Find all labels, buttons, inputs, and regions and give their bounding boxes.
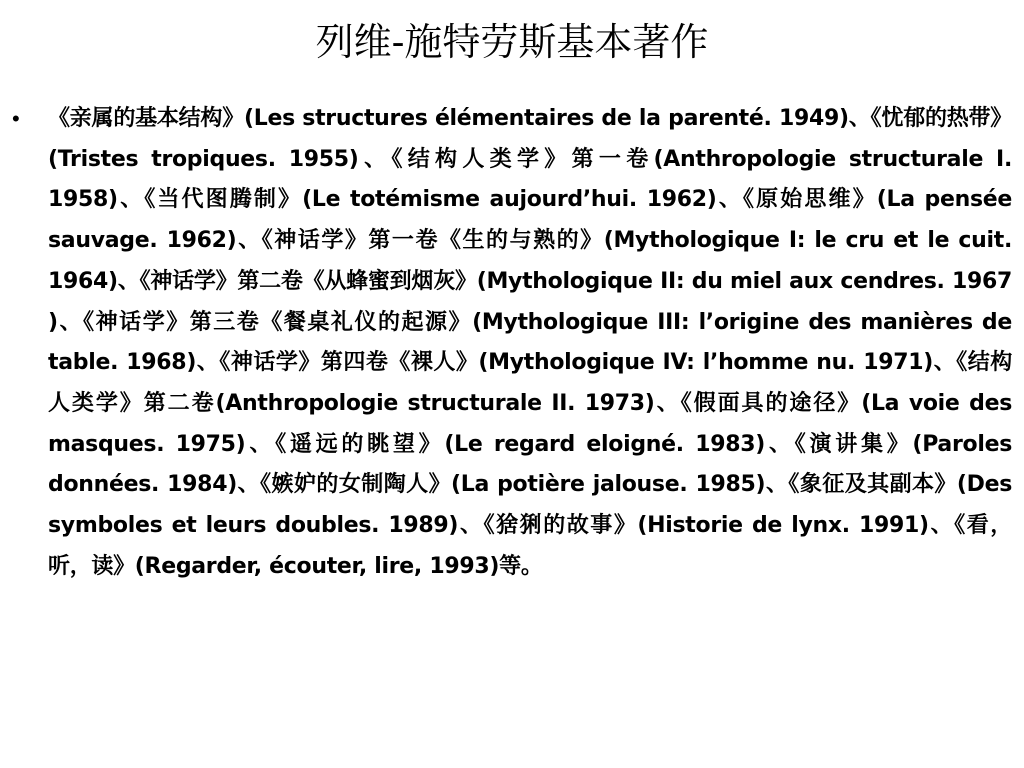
slide-title: 列维-施特劳斯基本著作: [315, 20, 709, 64]
bibliography-paragraph: 《亲属的基本结构》(Les structures élémentaires de la parenté. 1949)、《忧郁的热带》(Tristes tropiques. 1955)、《结构人类学》第一卷(Anthropologie structurale I. 1958)、《当代图腾制》(Le totémisme aujourd’hui. 1962)、《原始思维》(La pensée sauvage. 1962)、《神话学》第一卷《生的与熟的》(Mythologique I: le cru et le cuit. 1964)、《神话学》第二卷《从蜂蜜到烟灰》(Mythologique II: du miel aux cendres. 1967 )、《神话学》第三卷《餐桌礼仪的起源》(Mythologique III: l’origine des manières de table. 1968)、《神话学》第四卷《裸人》(Mythologique IV: l’homme nu. 1971)、《结构人类学》第二卷(Anthropologie structurale II. 1973)、《假面具的途径》(La voie des masques. 1975)、《遥远的眺望》(Le regard eloigné. 1983)、《演讲集》(Paroles données. 1984)、《嫉妒的女制陶人》(La potière jalouse. 1985)、《象征及其副本》(Des symboles et leurs doubles. 1989)、《猞猁的故事》(Historie de lynx. 1991)、《看，听，读》(Regarder, écouter, lire, 1993)等。: [48, 106, 1012, 579]
bullet-marker: •: [12, 106, 20, 131]
